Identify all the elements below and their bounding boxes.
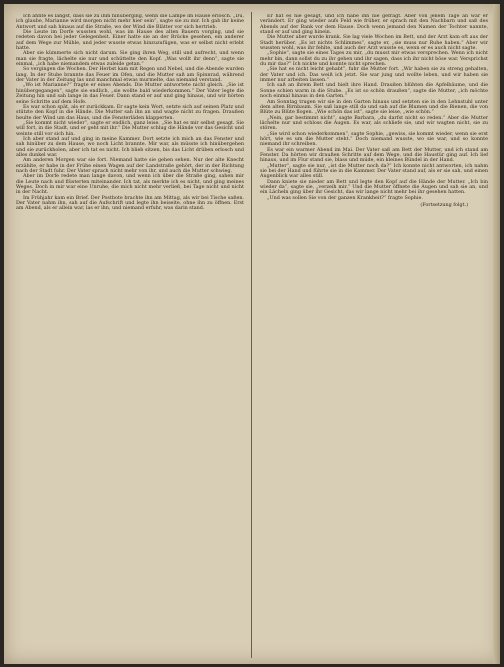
paragraph: „Nein, gar bestimmt nicht“, sagte Barbara, „du darfst nicht so reden.“ Aber die Mutter lächelte nur und schloss die Augen. Es war, als schliefe sie, und wir wagten nicht, sie zu stören.	[260, 114, 488, 132]
page-binding-edge	[493, 4, 500, 664]
paragraph: Aber im Dorfe redete man lange davon, und wenn ich über die Straße ging, sahen mir die Leute nach und flüsterten miteinander. Ich tat, als merkte ich es nicht, und ging meines Weges. Doch in mir war eine Unruhe, die mich nicht mehr verließ, bei Tage nicht und nicht in der Nacht.	[16, 173, 244, 196]
paragraph: Am Sonntag trugen wir sie in den Garten hinaus und setzten sie in den Lehnstuhl unter dem alten Birnbaum. Sie saß lange still da und sah auf die Blumen und die Bienen, die von Blüte zu Blüte flogen. „Wie schön das ist“, sagte sie leise, „wie schön.“	[260, 98, 488, 116]
paragraph: „Sophie“, sagte sie eines Tages zu mir, „du musst mir etwas versprechen. Wenn ich nicht mehr bin, dann sollst du zu ihr gehen und ihr sagen, dass ich ihr nicht böse war. Versprichst du mir das?“ Ich nickte und konnte nicht sprechen.	[260, 50, 488, 68]
paragraph: „Wo ist Marianne?“ fragte er eines Abends. Die Mutter antwortete nicht gleich. „Sie ist hinübergegangen“, sagte sie endlich, „sie wollte bald wiederkommen.“ Der Vater legte die Zeitung hin und sah lange in das Feuer. Dann stand er auf und ging hinaus, und wir hörten seine Schritte auf dem Hofe.	[16, 82, 244, 105]
text-column-left	[16, 14, 244, 656]
paragraph: Aber sie kümmerte sich nicht darum. Sie ging ihren Weg, still und aufrecht, und wenn man sie fragte, lächelte sie nur und schüttelte den Kopf. „Was wollt ihr denn“, sagte sie einmal, „ich habe niemandem etwas zuleide getan.“	[16, 50, 244, 68]
paragraph: Am anderen Morgen war sie fort. Niemand hatte sie gehen sehen. Nur der alte Knecht erzählte, er habe in der Frühe einen Wagen auf der Landstraße gehört, der in der Richtung nach der Stadt fuhr. Der Vater sprach nicht mehr von ihr, und auch die Mutter schwieg.	[16, 157, 244, 174]
paragraph: „Sie hat es nicht leicht gehabt“, fuhr die Mutter fort. „Wir haben sie zu streng gehalten, der Vater und ich. Das weiß ich jetzt. Sie war jung und wollte leben, und wir haben sie immer nur arbeiten lassen.“	[260, 66, 488, 84]
newspaper-page	[4, 4, 500, 664]
paragraph: Ich aber stand auf und ging in meine Kammer. Dort setzte ich mich an das Fenster und sah hinüber zu dem Hause, wo noch Licht brannte. Mir war, als müsste ich hinübergehen und sie zurückholen, aber ich tat es nicht. Ich blieb sitzen, bis das Licht drüben erlosch und alles dunkel war.	[16, 135, 244, 158]
paragraph: Es war ein warmer Abend im Mai. Der Vater saß am Bett der Mutter, und ich stand am Fenster. Da hörten wir draußen Schritte auf dem Wege, und die Haustür ging auf. Ich lief hinaus, und im Flur stand sie, blass und müde, ein kleines Bündel in der Hand.	[260, 146, 488, 164]
paragraph: So vergingen die Wochen. Der Herbst kam mit Regen und Nebel, und die Abende wurden lang. In der Stube brannte das Feuer im Ofen, und die Mutter saß am Spinnrad, während der Vater in der Zeitung las und manchmal etwas murmelte, das niemand verstand.	[16, 66, 244, 84]
paragraph: Die Mutter aber wurde krank. Sie lag viele Wochen im Bett, und der Arzt kam oft aus der Stadt herüber. „Es ist nichts Schlimmes“, sagte er, „sie muss nur Ruhe haben.“ Aber wir wussten wohl, was ihr fehlte, und auch der Arzt wusste es, wenn er es auch nicht sagte.	[260, 34, 488, 52]
paragraph: Ich saß an ihrem Bett und hielt ihre Hand. Draußen blühten die Apfelbäume, und die Sonne schien warm in die Stube. „Es ist so schön draußen“, sagte die Mutter, „ich möchte noch einmal hinaus in den Garten.“	[260, 82, 488, 100]
paragraph: Die Leute im Dorfe wussten wohl, was im Hause des alten Bauern vorging, und sie redeten davon bei jeder Gelegenheit. Einer hatte sie an der Brücke gesehen, ein anderer auf dem Wege zur Mühle, und jeder wusste etwas hinzuzufügen, was er selbst nicht erlebt hatte.	[16, 29, 244, 52]
paragraph: Im Frühjahr kam ein Brief. Der Postbote brachte ihn am Mittag, als wir bei Tische saßen. Der Vater nahm ihn, sah auf die Aufschrift und legte ihn beiseite, ohne ihn zu öffnen. Erst am Abend, als er allein war, las er ihn, und niemand erfuhr, was darin stand.	[16, 194, 244, 212]
paragraph: „Sie kommt nicht wieder“, sagte er endlich, ganz leise. „Sie hat es mir selbst gesagt. Sie will fort, in die Stadt, und er geht mit ihr.“ Die Mutter schlug die Hände vor das Gesicht und weinte still vor sich hin.	[16, 119, 244, 137]
paragraph: „Mutter“, sagte sie nur, „ist die Mutter noch da?“ Ich konnte nicht antworten, ich nahm sie bei der Hand und führte sie in die Kammer. Der Vater stand auf, als er sie sah, und einen Augenblick war alles still.	[260, 162, 488, 180]
column-divider	[251, 12, 252, 658]
paragraph: Er hat es nie gesagt, und ich habe ihn nie gefragt. Aber von jenem Tage an war er verändert. Er ging wieder aufs Feld wie früher, er sprach mit den Nachbarn und saß des Abends auf der Bank vor dem Hause. Doch wenn jemand den Namen der Tochter nannte, stand er auf und ging hinein.	[260, 14, 488, 36]
paragraph: Ich ahnte es längst, dass sie zu ihm hinüberging, wenn die Lampe im Hause erlosch. „Du, ich glaube, Marianne wird morgen nicht mehr hier sein“, sagte sie zu mir. Ich gab ihr keine Antwort und sah hinaus auf die Straße, wo der Wind die Blätter vor sich hertrieb.	[16, 14, 244, 30]
paragraph: „Und was sollen Sie von der ganzen Krankheit?“ fragte Sophie.	[267, 194, 423, 201]
paragraph: Dann kniete sie nieder am Bett und legte den Kopf auf die Hände der Mutter. „Ich bin wieder da“, sagte sie, „verzeih mir.“ Und die Mutter öffnete die Augen und sah sie an, und ein Lächeln ging über ihr Gesicht, das wir lange nicht mehr bei ihr gesehen hatten.	[260, 178, 488, 196]
paragraph: Es war schon spät, als er zurückkam. Er sagte kein Wort, setzte sich auf seinen Platz und stützte den Kopf in die Hände. Die Mutter sah ihn an und wagte nicht zu fragen. Draußen heulte der Wind um das Haus, und die Fensterläden klapperten.	[16, 103, 244, 121]
paragraph: „Sie wird schon wiederkommen“, sagte Sophie, „gewiss, sie kommt wieder, wenn sie erst hört, wie es um die Mutter steht.“ Doch niemand wusste, wo sie war, und so konnte niemand ihr schreiben.	[260, 130, 488, 148]
text-column-right	[260, 14, 488, 656]
continuation-note: (Fortsetzung folgt.)	[420, 202, 468, 209]
